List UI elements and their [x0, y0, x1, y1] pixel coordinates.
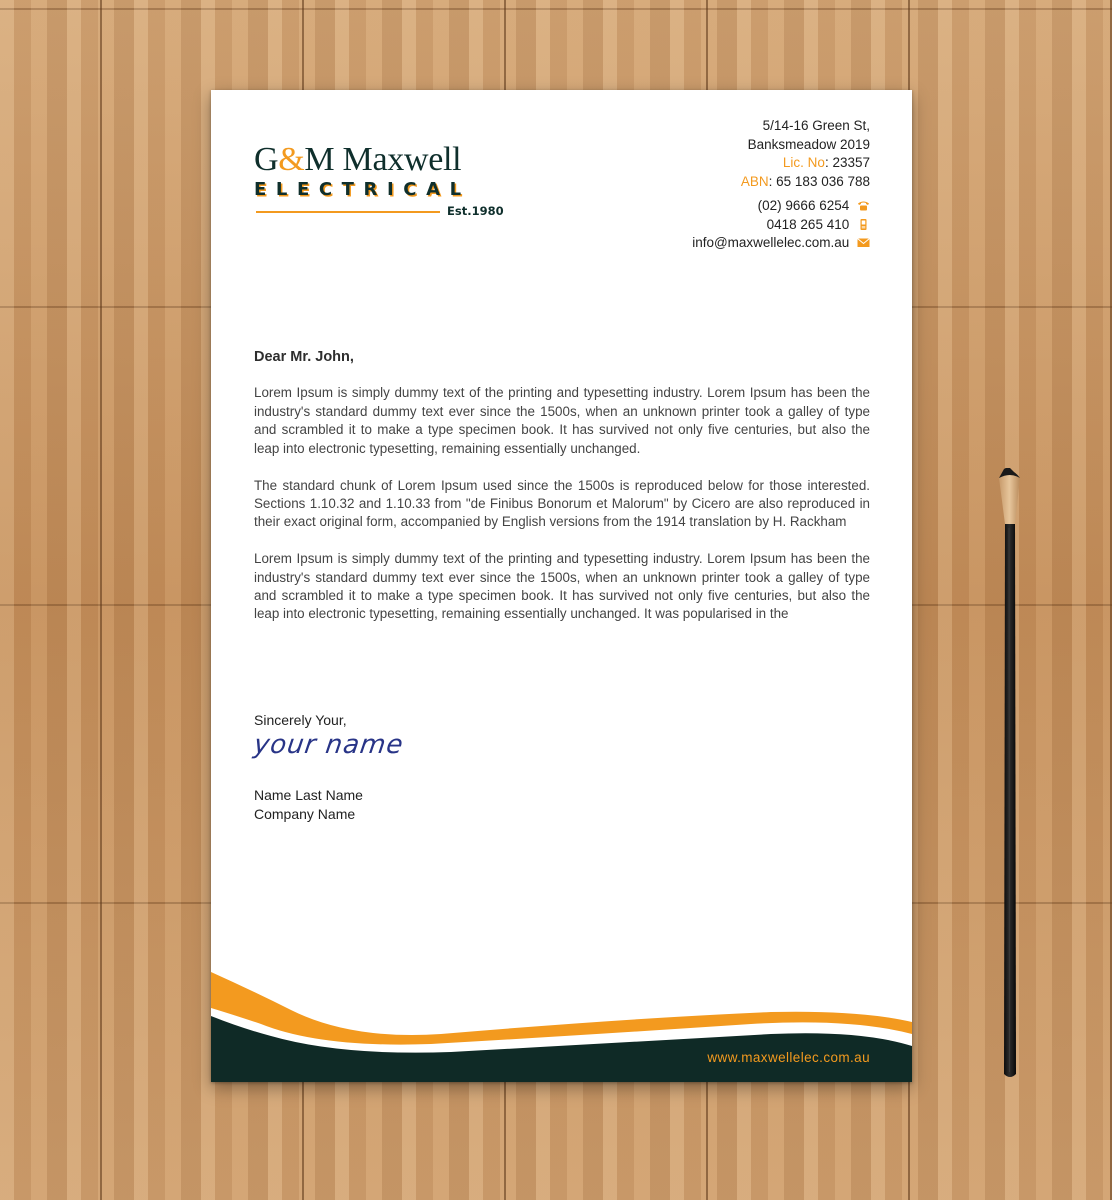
- closing: Sincerely Your,: [254, 712, 347, 728]
- email-row: [692, 234, 870, 253]
- sender-name: Name Last Name: [254, 787, 363, 803]
- license-row: [692, 154, 870, 173]
- logo-letter-g: G: [254, 141, 279, 178]
- mobile-icon: [857, 219, 870, 230]
- pencil-wood-tip: [999, 474, 1020, 524]
- license-value: : 23357: [824, 155, 870, 170]
- footer-website: www.maxwellelec.com.au: [707, 1050, 870, 1065]
- logo-ampersand: &: [278, 141, 305, 178]
- signature: your name: [251, 730, 406, 760]
- letterhead-paper: [211, 90, 912, 1082]
- logo-underline: [256, 211, 440, 213]
- mobile-row: [692, 216, 870, 235]
- pencil-image: [984, 468, 1034, 1080]
- mobile-number: 0418 265 410: [766, 216, 850, 232]
- pencil-body: [1004, 524, 1016, 1077]
- paragraph-3: Lorem Ipsum is simply dummy text of the printing and typesetting industry. Lorem Ipsum has been the industry's standard dummy text ever since the 1500s, when an unknown printer took a galley of type and scrambled it to make a type specimen book. It has survived not only five centuries, but also the leap into electronic typesetting, remaining essentially unchanged. It was popularised in the: [254, 551, 870, 622]
- logo-established: Est.1980: [447, 204, 504, 218]
- abn-value: : 65 183 036 788: [768, 173, 870, 189]
- phone-row: [692, 197, 870, 216]
- phone-number: (02) 9666 6254: [757, 198, 850, 213]
- contact-block: [692, 117, 870, 253]
- address-line-1: 5/14-16 Green St,: [762, 118, 870, 133]
- phone-icon: [857, 200, 870, 211]
- letter-body: [254, 348, 870, 642]
- paragraph-2: The standard chunk of Lorem Ipsum used since the 1500s is reproduced below for those interested. Sections 1.10.32 and 1.10.33 from "de Finibus Bonorum et Malorum" by Cicero are also reproduced in their exact original form, accompanied by English versions from the 1914 translation by H. Rackham: [254, 477, 870, 530]
- paragraph-1: Lorem Ipsum is simply dummy text of the printing and typesetting industry. Lorem Ipsum has been the industry's standard dummy text ever since the 1500s, when an unknown printer took a galley of type and scrambled it to make a type specimen book. It has survived not only five centuries, but also the leap into electronic typesetting, remaining essentially unchanged.: [254, 385, 870, 456]
- salutation: Dear Mr. John,: [254, 349, 354, 365]
- sender-company: Company Name: [254, 805, 356, 822]
- address-line-2: Banksmeadow 2019: [747, 136, 870, 152]
- abn-label: ABN: [740, 173, 769, 189]
- abn-row: [692, 173, 870, 192]
- logo-maxwell: M Maxwell: [304, 141, 462, 178]
- logo-wordmark: [254, 142, 494, 178]
- company-logo: [254, 141, 504, 218]
- envelope-icon: [857, 237, 870, 248]
- email-address: info@maxwellelec.com.au: [692, 235, 850, 250]
- logo-tagline: ELECTRICAL: [254, 179, 471, 200]
- license-label: Lic. No: [782, 155, 825, 170]
- name-block: [254, 786, 363, 823]
